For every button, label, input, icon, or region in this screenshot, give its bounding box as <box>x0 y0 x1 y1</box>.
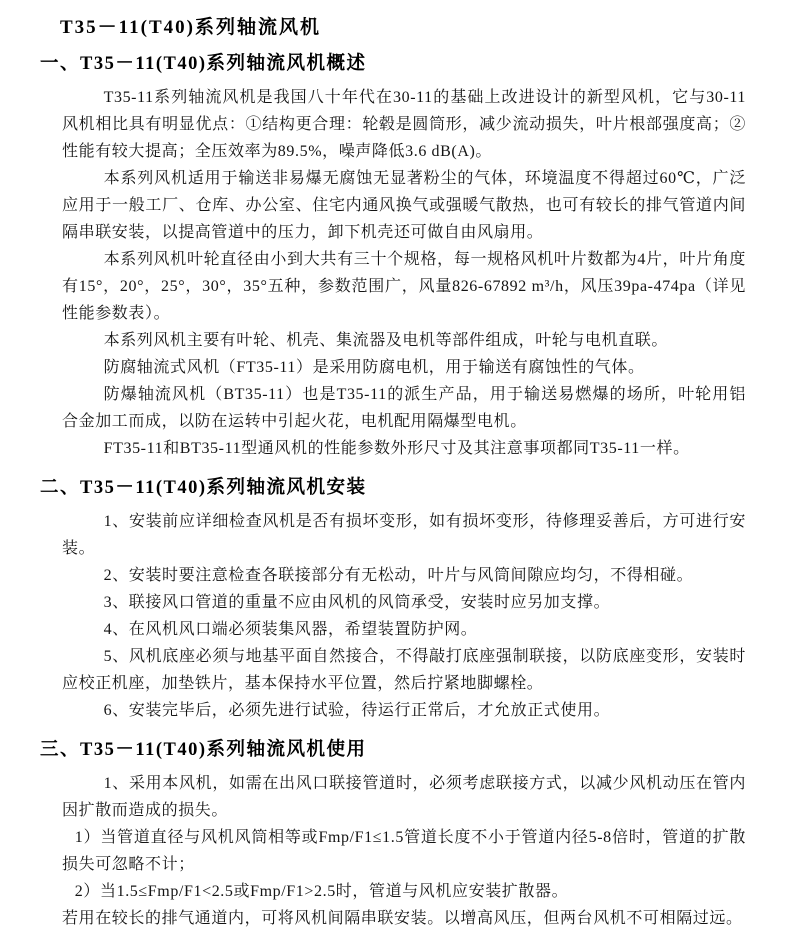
install-item-3: 3、联接风口管道的重量不应由风机的风筒承受，安装时应另加支撑。 <box>103 594 611 611</box>
overview-section-heading: 一、T35－11(T40)系列轴流风机概述 <box>40 54 367 74</box>
overview-paragraph-1: T35-11系列轴流风机是我国八十年代在30-11的基础上改进设计的新型风机，它与30-11风机相比具有明显优点：①结构更合理：轮毂是圆筒形，减少流动损失，叶片根部强度高；②性能有较大提高；全压效率为89.5%，噪声降低3.6 dB(A)。 <box>62 89 746 160</box>
usage-subitem-2: 2）当1.5≤Fmp/F1<2.5或Fmp/F1>2.5时，管道与风机应安装扩散器。 <box>74 883 569 900</box>
install-item-1: 1、安装前应详细检查风机是否有损坏变形，如有损坏变形，待修理妥善后，方可进行安装。 <box>62 513 746 557</box>
install-section-heading: 二、T35－11(T40)系列轴流风机安装 <box>40 478 367 498</box>
overview-paragraph-2: 本系列风机适用于输送非易爆无腐蚀无显著粉尘的气体，环境温度不得超过60℃，广泛应用于一般工厂、仓库、办公室、住宅内通风换气或强暖气散热，也可有较长的排气管道内间隔串联安装，以提高管道中的压力，卸下机壳还可做自由风扇用。 <box>62 170 746 241</box>
install-item-5: 5、风机底座必须与地基平面自然接合，不得敲打底座强制联接，以防底座变形，安装时应校正机座，加垫铁片，基本保持水平位置，然后拧紧地脚螺栓。 <box>62 648 746 692</box>
usage-note: 若用在较长的排气通道内，可将风机间隔串联安装。以增高风压，但两台风机不可相隔过远。 <box>62 910 743 927</box>
install-item-4: 4、在风机风口端必须装集风器，希望装置防护网。 <box>103 621 478 638</box>
overview-paragraph-5: 防腐轴流式风机（FT35-11）是采用防腐电机，用于输送有腐蚀性的气体。 <box>103 359 645 376</box>
overview-paragraph-3: 本系列风机叶轮直径由小到大共有三十个规格，每一规格风机叶片数都为4片，叶片角度有15°，20°，25°，30°，35°五种，参数范围广，风量826-67892 m³/h，风压39pa-474pa（详见性能参数表）。 <box>62 251 746 322</box>
usage-paragraph-1: 1、采用本风机，如需在出风口联接管道时，必须考虑联接方式，以减少风机动压在管内因扩散而造成的损失。 <box>62 775 746 819</box>
usage-section-heading: 三、T35－11(T40)系列轴流风机使用 <box>40 740 367 760</box>
install-item-6: 6、安装完毕后，必须先进行试验，待运行正常后，才允放正式使用。 <box>103 702 611 719</box>
overview-paragraph-4: 本系列风机主要有叶轮、机壳、集流器及电机等部件组成，叶轮与电机直联。 <box>103 332 668 349</box>
install-item-2: 2、安装时要注意检查各联接部分有无松动，叶片与风筒间隙应均匀，不得相碰。 <box>103 567 694 584</box>
usage-subitem-1: 1）当管道直径与风机风筒相等或Fmp/F1≤1.5管道长度不小于管道内径5-8倍时，管道的扩散损失可忽略不计； <box>62 829 746 873</box>
overview-paragraph-6: 防爆轴流风机（BT35-11）也是T35-11的派生产品，用于输送易燃爆的场所，叶轮用铝合金加工而成，以防在运转中引起火花，电机配用隔爆型电机。 <box>62 386 746 430</box>
document-title: T35－11(T40)系列轴流风机 <box>60 17 321 38</box>
overview-paragraph-7: FT35-11和BT35-11型通风机的性能参数外形尺寸及其注意事项都同T35-11一样。 <box>103 440 690 457</box>
